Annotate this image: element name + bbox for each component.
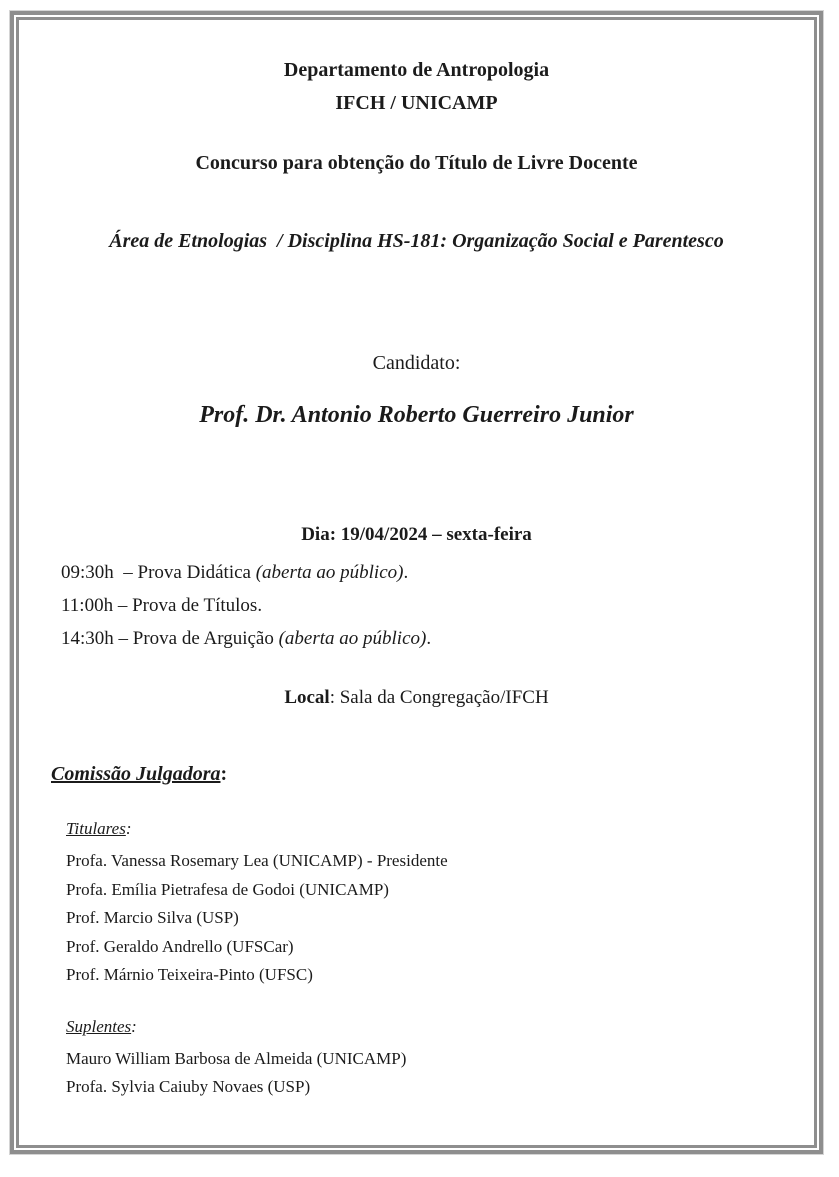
institution-name: IFCH / UNICAMP <box>335 92 498 114</box>
page-border-outer <box>10 11 823 1154</box>
suplentes-label-colon: : <box>131 1016 137 1036</box>
titular-member-4: Prof. Geraldo Andrello (UFSCar) <box>66 936 294 956</box>
schedule-item-2-text: 11:00h – Prova de Títulos. <box>61 595 263 616</box>
contest-title: Concurso para obtenção do Título de Livre Docente <box>195 152 638 174</box>
committee-title-text: Comissão Julgadora <box>51 763 221 785</box>
committee-title <box>51 761 784 787</box>
titular-member-1: Profa. Vanessa Rosemary Lea (UNICAMP) - Presidente <box>66 851 448 870</box>
location-value: : Sala da Congregação/IFCH <box>329 687 549 708</box>
suplentes-label-text: Suplentes <box>66 1016 132 1036</box>
candidate-label: Candidato: <box>372 352 461 374</box>
suplente-member-1: Mauro William Barbosa de Almeida (UNICAMP) <box>66 1048 407 1068</box>
schedule-item-1 <box>61 556 784 589</box>
suplentes-list <box>66 1045 784 1102</box>
department-header <box>49 54 784 120</box>
suplentes-label <box>66 1016 784 1038</box>
page-border-inner <box>16 17 817 1148</box>
committee-title-colon: : <box>220 763 228 785</box>
candidate-name: Prof. Dr. Antonio Roberto Guerreiro Junior <box>199 402 634 428</box>
location-line <box>49 685 784 711</box>
schedule-item-3 <box>61 622 784 655</box>
document-body <box>19 20 814 1102</box>
titular-member-3: Prof. Marcio Silva (USP) <box>66 908 239 927</box>
titulares-label <box>66 818 784 840</box>
schedule-item-3-text: 14:30h – Prova de Arguição <box>61 628 279 649</box>
schedule-item-3-note: (aberta ao público) <box>278 628 427 649</box>
schedule-item-3-end: . <box>426 628 432 649</box>
titulares-label-text: Titulares <box>66 819 126 838</box>
schedule-item-1-note: (aberta ao público) <box>255 562 404 583</box>
exam-date-line: Dia: 19/04/2024 – sexta-feira <box>301 524 532 545</box>
department-name: Departamento de Antropologia <box>283 59 550 81</box>
titular-member-2: Profa. Emília Pietrafesa de Godoi (UNICAMP) <box>66 879 389 899</box>
titular-member-5: Prof. Márnio Teixeira-Pinto (UFSC) <box>66 965 313 984</box>
location-label: Local <box>284 687 330 708</box>
schedule-list <box>61 556 784 655</box>
schedule-item-1-end: . <box>403 562 409 583</box>
titulares-label-colon: : <box>125 819 132 838</box>
schedule-item-2 <box>61 589 784 622</box>
suplente-member-2: Profa. Sylvia Caiuby Novaes (USP) <box>66 1077 311 1096</box>
schedule-item-1-text: 09:30h – Prova Didática <box>61 562 256 583</box>
area-discipline-line: Área de Etnologias / Disciplina HS-181: Organização Social e Parentesco <box>109 230 724 252</box>
titulares-list <box>66 847 784 990</box>
